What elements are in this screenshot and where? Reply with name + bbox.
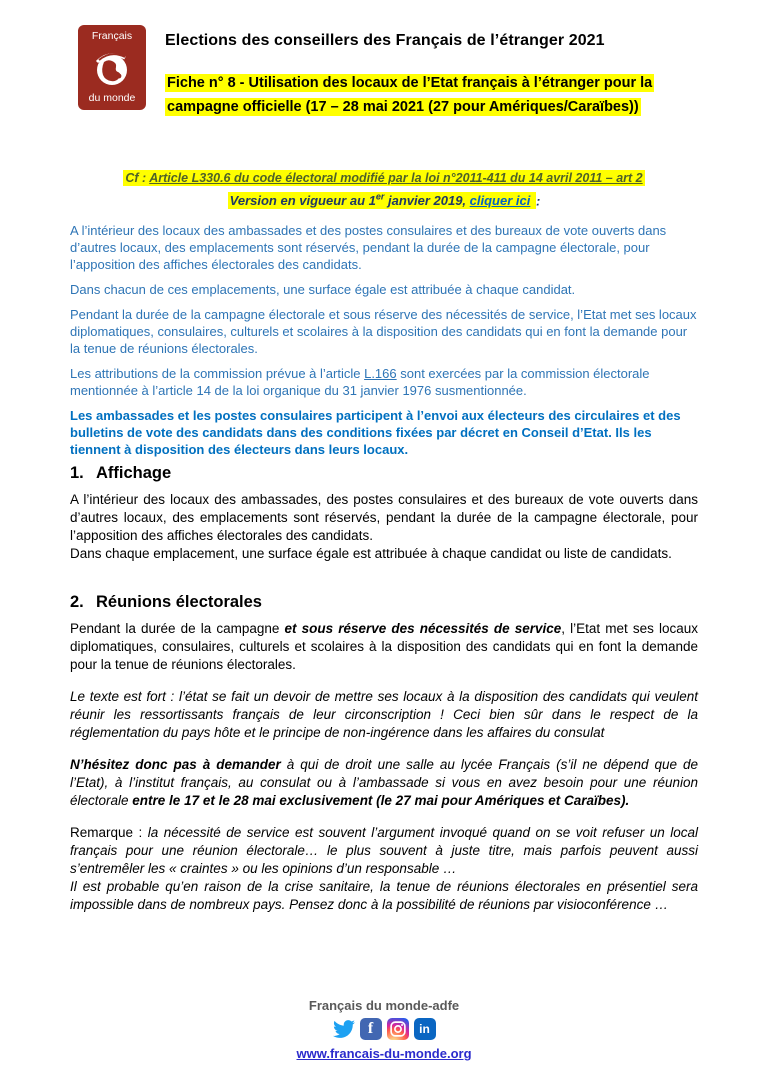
intro-paragraph-4-after: sont exercées par la commission électorale mentionnée à l’article 14 de la loi organique du 31 janvier 1976 susmentionnée. (70, 366, 650, 399)
section-2-paragraph-1 (70, 620, 698, 674)
logo-text-top: Français (91, 30, 133, 42)
advice-bold-lead: N’hésitez donc pas à demander (70, 757, 281, 773)
version-superscript: er (375, 192, 385, 202)
facebook-icon[interactable]: f (360, 1018, 382, 1040)
francais-du-monde-logo (78, 25, 146, 110)
advice-paragraph (70, 756, 698, 810)
remark-part-2: Il est probable qu’en raison de la crise sanitaire, la tenue de réunions électorales en présentiel sera impossible dans de nombreux pays. Pensez donc à la possibilité de réunions par visioconférence … (70, 879, 698, 913)
advice-middle: à qui de droit une salle au lycée Français (s’il ne dépend que de l’Etat), à l’institut français, au consulat ou à l’ambassade si vous en avez besoin pour une réunion électorale (70, 757, 698, 809)
section-1-title: Affichage (96, 464, 172, 483)
article-l330-link[interactable]: Article L330.6 du code électoral modifié par la loi n°2011-411 du 14 avril 2011 – art 2 (149, 171, 643, 185)
footer-org-name: Français du monde-adfe (308, 998, 460, 1013)
footer-url (0, 1046, 768, 1061)
version-prefix: Version en vigueur au 1 (229, 193, 376, 209)
section-1-paragraph-2: Dans chaque emplacement, une surface égale est attribuée à chaque candidat ou liste de candidats. (70, 546, 672, 562)
social-icons-row (0, 1017, 768, 1041)
linkedin-icon[interactable]: in (414, 1018, 436, 1040)
intro-paragraph-2: Dans chacun de ces emplacements, une surface égale est attribuée à chaque candidat. (70, 282, 576, 298)
section-2-number: 2. (70, 593, 84, 612)
section-1-paragraph-1: A l’intérieur des locaux des ambassades, des postes consulaires et des bureaux de vote ouverts dans d’autres locaux, des emplacements sont réservés, pendant la durée de la campagne électorale, pour l’apposition des affiches électorales des candidats. (70, 492, 698, 544)
logo-text-bottom: du monde (88, 92, 136, 104)
instagram-icon[interactable] (387, 1018, 409, 1040)
remark-text-1: la nécessité de service est souvent l’argument invoqué quand on se voit refuser un local français pour une réunion électorale… le plus souvent à juste titre, mais parfois peuvent aussi s’entremêler les « craintes » ou les opinions d’un responsable … (70, 825, 698, 877)
intro-paragraph-5: Les ambassades et les postes consulaires participent à l’envoi aux électeurs des circulaires et des bulletins de vote des candidats dans des conditions fixées par décret en Conseil d’Etat. Ils les tiennent à disposition des électeurs dans leurs locaux. (70, 408, 681, 458)
version-reference-line (70, 192, 698, 208)
remark-label: Remarque : (70, 825, 148, 841)
section-2-title: Réunions électorales (96, 593, 262, 612)
document-subtitle (165, 71, 705, 119)
document-title: Elections des conseillers des Français de l’étranger 2021 (165, 32, 605, 49)
intro-paragraph-1: A l’intérieur des locaux des ambassades et des postes consulaires et des bureaux de vote ouverts dans d’autres locaux, des emplacements sont réservés, pendant la durée de la campagne électorale, pour l’apposition des affiches électorales des candidats. (70, 223, 667, 273)
website-link[interactable]: www.francais-du-monde.org (296, 1046, 472, 1061)
subtitle-highlight: Fiche n° 8 - Utilisation des locaux de l’Etat français à l’étranger pour la campagne officielle (17 – 28 mai 2021 (27 pour Amériques/Caraïbes)) (167, 75, 653, 115)
cf-reference-line (70, 171, 698, 185)
globe-icon (92, 48, 132, 88)
document-footer (0, 998, 768, 1061)
article-l166-link[interactable]: L.166 (364, 366, 397, 382)
cliquer-ici-link[interactable]: cliquer ici (469, 193, 531, 209)
section-2-p1-emphasis: et sous réserve des nécessités de service (284, 621, 562, 637)
document-header (78, 25, 698, 119)
intro-paragraph-3: Pendant la durée de la campagne électorale et sous réserve des nécessités de service, l’Etat met ses locaux diplomatiques, consulaires, culturels et scolaires à la disposition des candidats qui en font la demande pour la tenue de réunions électorales. (70, 307, 697, 357)
legal-reference-block (70, 171, 698, 208)
remark-part-1 (70, 824, 698, 878)
advice-bold-dates: entre le 17 et le 28 mai exclusivement (le 27 mai pour Amériques et Caraïbes). (132, 793, 630, 809)
section-2-p1-before: Pendant la durée de la campagne (70, 621, 285, 637)
twitter-icon[interactable] (333, 1018, 355, 1040)
remark-paragraph (70, 824, 698, 914)
cf-prefix: Cf : (125, 171, 150, 185)
section-2-heading (70, 593, 698, 612)
commentary-paragraph: Le texte est fort : l’état se fait un devoir de mettre ses locaux à la disposition des candidats qui veulent réunir les ressortissants français de leur circonscription ! Ceci bien sûr dans le respect de la réglementation du pays hôte et le principe de non-ingérence dans les affaires du consulat (70, 689, 698, 741)
version-mid: janvier 2019, (384, 193, 470, 209)
section-2-p1-after: , l’Etat met ses locaux diplomatiques, consulaires, culturels et scolaires à la disposition des candidats qui en font la demande pour la tenue de réunions électorales. (70, 621, 698, 673)
version-suffix: : (535, 193, 541, 209)
intro-paragraph-4 (70, 365, 698, 399)
section-1-heading (70, 464, 698, 483)
section-1-number: 1. (70, 464, 84, 483)
intro-paragraph-4-before: Les attributions de la commission prévue à l’article (70, 366, 365, 382)
